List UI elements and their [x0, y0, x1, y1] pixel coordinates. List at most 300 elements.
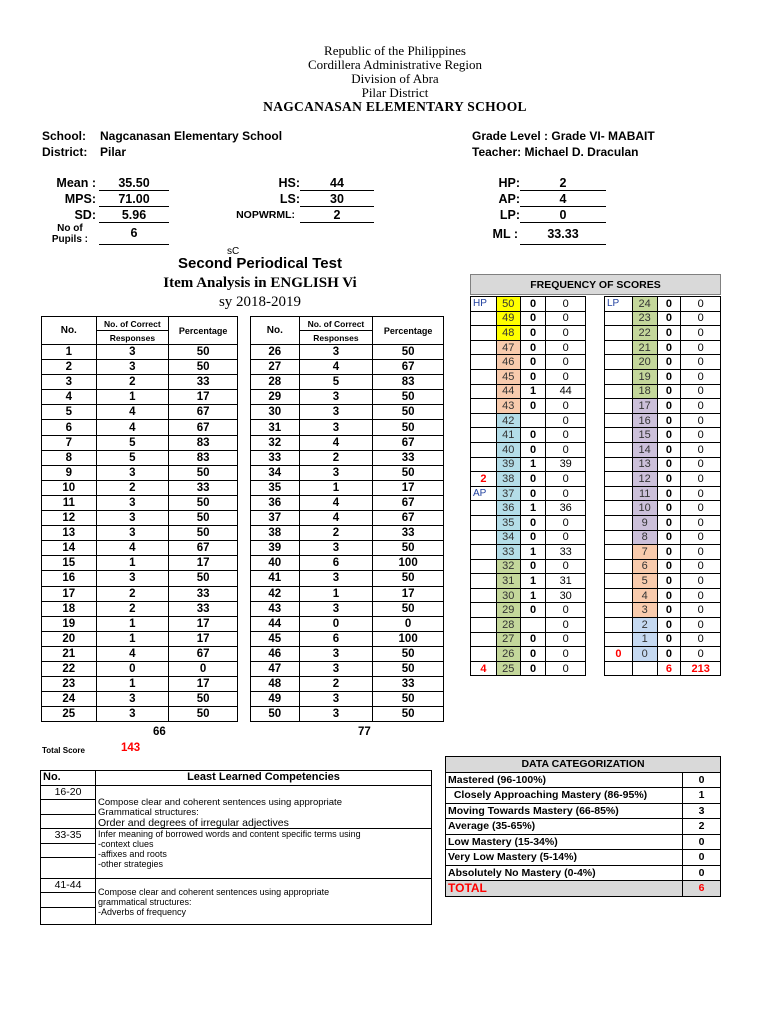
frequency-row: [471, 413, 586, 428]
level-tag: [471, 632, 497, 647]
competency-line: grammatical structures:: [98, 896, 192, 907]
hp-label: HP:: [498, 176, 520, 190]
percentage: 17: [169, 677, 238, 692]
item-number: 33: [251, 450, 300, 465]
sd-label: SD:: [74, 208, 96, 222]
level-tag: [471, 457, 497, 472]
correct-responses: 6: [299, 631, 373, 646]
frequency-row: [471, 399, 586, 414]
table-row: [251, 495, 444, 510]
frequency-row: [605, 515, 721, 530]
correct-responses: 5: [96, 435, 169, 450]
percentage: 17: [169, 616, 238, 631]
category-label: Average (35-65%): [446, 819, 683, 835]
percentage: 50: [373, 390, 444, 405]
table-row: [42, 390, 238, 405]
category-row: [446, 803, 721, 819]
score: 44: [496, 384, 520, 399]
level-tag: [605, 457, 633, 472]
table-row: [42, 480, 238, 495]
table-row: [42, 677, 238, 692]
document-header: [0, 44, 768, 114]
frequency: 1: [520, 574, 546, 589]
level-tag: [605, 618, 633, 633]
item-analysis-table-right: [250, 316, 444, 722]
school-value: Nagcanasan Elementary School: [100, 129, 283, 143]
score: 1: [632, 632, 657, 647]
score: 6: [632, 559, 657, 574]
frequency-row: [605, 545, 721, 560]
col-percentage: Percentage: [373, 317, 444, 345]
percentage: 17: [373, 586, 444, 601]
item-number: 43: [251, 601, 300, 616]
percentage: 50: [169, 571, 238, 586]
table-row: [42, 465, 238, 480]
table-row: [251, 631, 444, 646]
level-tag: [471, 501, 497, 516]
competency-item-range: [41, 893, 96, 907]
item-number: 19: [42, 616, 97, 631]
correct-responses: 3: [299, 692, 373, 707]
table-row: [42, 435, 238, 450]
correct-responses: 3: [299, 405, 373, 420]
pupils-label: No of Pupils :: [51, 223, 88, 245]
item-number: 35: [251, 480, 300, 495]
col-correct: No. of Correct: [299, 317, 373, 331]
item-number: 37: [251, 511, 300, 526]
ml-label: ML :: [492, 227, 518, 241]
correct-responses: 0: [96, 661, 169, 676]
total-score-value: 143: [121, 742, 141, 754]
frequency-row: [471, 297, 586, 312]
lp-label: LP:: [499, 208, 520, 222]
score-times-frequency: 0: [681, 647, 721, 662]
correct-responses: 1: [299, 480, 373, 495]
score: 35: [496, 515, 520, 530]
frequency-row: [605, 632, 721, 647]
item-number: 44: [251, 616, 300, 631]
category-row: [446, 788, 721, 804]
district-label: District:: [42, 145, 88, 159]
table-row: [42, 616, 238, 631]
table-row: [42, 601, 238, 616]
correct-responses: 3: [96, 511, 169, 526]
item-number: 29: [251, 390, 300, 405]
percentage: 33: [169, 601, 238, 616]
competency-description: [96, 829, 432, 879]
frequency-row: [605, 384, 721, 399]
item-number: 7: [42, 435, 97, 450]
frequency-row: [605, 472, 721, 487]
categorization-title: DATA CATEGORIZATION: [446, 757, 721, 773]
level-tag: [605, 355, 633, 370]
frequency-row: [605, 618, 721, 633]
score-times-frequency: 0: [546, 530, 586, 545]
percentage: 50: [373, 465, 444, 480]
correct-responses: 3: [299, 661, 373, 676]
item-number: 20: [42, 631, 97, 646]
score: 21: [632, 340, 657, 355]
frequency: 0: [657, 413, 681, 428]
score: 0: [632, 647, 657, 662]
frequency-row: [471, 647, 586, 662]
score-times-frequency: 0: [681, 559, 721, 574]
col-no: No.: [42, 317, 97, 345]
district-value: Pilar: [100, 145, 127, 159]
frequency-row: [605, 340, 721, 355]
correct-responses: 5: [299, 375, 373, 390]
category-count: 0: [683, 865, 721, 881]
correct-responses: 2: [299, 526, 373, 541]
percentage: 0: [169, 661, 238, 676]
table-row: [251, 450, 444, 465]
percentage: 50: [169, 707, 238, 722]
frequency-row: [471, 530, 586, 545]
table-row: [251, 375, 444, 390]
level-tag: [605, 326, 633, 341]
percentage: 50: [169, 495, 238, 510]
percentage: 50: [169, 511, 238, 526]
level-tag: [605, 515, 633, 530]
score: 18: [632, 384, 657, 399]
frequency: 0: [520, 355, 546, 370]
frequency-table-right: [604, 296, 721, 676]
score-times-frequency: 0: [546, 647, 586, 662]
level-tag: [471, 603, 497, 618]
table-row: [42, 646, 238, 661]
frequency: 0: [657, 588, 681, 603]
frequency: 0: [657, 545, 681, 560]
item-number: 27: [251, 360, 300, 375]
item-number: 32: [251, 435, 300, 450]
frequency: 1: [520, 501, 546, 516]
competency-line: Compose clear and coherent sentences using appropriate: [98, 886, 330, 897]
frequency-row: [471, 632, 586, 647]
score-times-frequency: 44: [546, 384, 586, 399]
frequency-row: [471, 311, 586, 326]
score-times-frequency: 0: [546, 428, 586, 443]
frequency-row: [471, 559, 586, 574]
table-row: [251, 692, 444, 707]
category-label: Closely Approaching Mastery (86-95%): [446, 788, 683, 804]
frequency: 0: [520, 515, 546, 530]
score: 31: [496, 574, 520, 589]
percentage: 50: [169, 465, 238, 480]
level-tag: [471, 442, 497, 457]
category-row: [446, 865, 721, 881]
score-times-frequency: 0: [681, 369, 721, 384]
score-times-frequency: 0: [681, 326, 721, 341]
level-tag: 0: [605, 647, 633, 662]
percentage: 67: [169, 646, 238, 661]
category-count: 0: [683, 772, 721, 788]
level-tag: [605, 501, 633, 516]
level-tag: [471, 384, 497, 399]
percentage: 67: [169, 420, 238, 435]
percentage: 0: [373, 616, 444, 631]
score-times-frequency: 0: [546, 603, 586, 618]
item-number: 39: [251, 541, 300, 556]
score-times-frequency: 0: [681, 457, 721, 472]
score-times-frequency: 0: [681, 355, 721, 370]
level-tag: [605, 428, 633, 443]
mean-label: Mean :: [56, 176, 96, 190]
correct-responses: 3: [96, 707, 169, 722]
item-number: 22: [42, 661, 97, 676]
score-times-frequency: 0: [681, 574, 721, 589]
score-times-frequency: 0: [546, 559, 586, 574]
frequency-row: [605, 369, 721, 384]
col-responses: Responses: [299, 331, 373, 345]
score: 47: [496, 340, 520, 355]
score: 32: [496, 559, 520, 574]
school-year: sy 2018-2019: [218, 294, 302, 310]
level-tag: [605, 574, 633, 589]
score-times-frequency: 0: [681, 603, 721, 618]
frequency-row: [471, 618, 586, 633]
percentage: 67: [373, 435, 444, 450]
score: 11: [632, 486, 657, 501]
total-score-label: Total Score: [42, 746, 85, 755]
correct-responses: 3: [96, 571, 169, 586]
frequency-row: [605, 311, 721, 326]
frequency-row: [471, 457, 586, 472]
level-tag: [605, 442, 633, 457]
correct-responses: 3: [299, 390, 373, 405]
score: 13: [632, 457, 657, 472]
percentage: 33: [373, 450, 444, 465]
level-tag: [471, 574, 497, 589]
frequency: 0: [520, 632, 546, 647]
frequency: 0: [657, 384, 681, 399]
frequency-row: [605, 603, 721, 618]
level-tag: [605, 311, 633, 326]
score: 10: [632, 501, 657, 516]
mps-label: MPS:: [64, 192, 96, 206]
frequency: 0: [657, 442, 681, 457]
frequency-table-left: [470, 296, 586, 676]
frequency-row: [471, 355, 586, 370]
item-number: 2: [42, 360, 97, 375]
correct-responses: 4: [96, 405, 169, 420]
table-row: [251, 707, 444, 722]
score: 29: [496, 603, 520, 618]
competency-item-range: 16-20: [41, 786, 96, 800]
frequency-row: [471, 603, 586, 618]
frequency: 0: [657, 457, 681, 472]
frequency: 0: [657, 618, 681, 633]
frequency: [520, 413, 546, 428]
district-info: [42, 145, 126, 159]
category-label: Mastered (96-100%): [446, 772, 683, 788]
competency-description: [96, 878, 432, 924]
level-tag: [605, 413, 633, 428]
competency-item-range: [41, 843, 96, 857]
correct-responses: 4: [299, 435, 373, 450]
score: 7: [632, 545, 657, 560]
frequency-row: [471, 574, 586, 589]
score-times-frequency: 0: [546, 340, 586, 355]
score-times-frequency: 0: [546, 472, 586, 487]
percentage: 67: [373, 495, 444, 510]
competency-item-range: [41, 814, 96, 828]
correct-responses: 2: [96, 480, 169, 495]
score-times-frequency: 0: [681, 442, 721, 457]
correct-responses: 4: [299, 495, 373, 510]
competency-line: -context clues: [98, 839, 154, 850]
frequency-row: [471, 326, 586, 341]
category-total-row: [446, 881, 721, 897]
percentage: 50: [373, 420, 444, 435]
school-info: [42, 129, 282, 143]
frequency: 0: [657, 603, 681, 618]
score-times-frequency: 0: [681, 515, 721, 530]
correct-responses: 2: [96, 375, 169, 390]
correct-responses: 0: [299, 616, 373, 631]
competency-item-range: [41, 907, 96, 924]
item-number: 9: [42, 465, 97, 480]
score-times-frequency: 0: [546, 311, 586, 326]
category-row: [446, 834, 721, 850]
table-row: [251, 345, 444, 360]
competency-line: Infer meaning of borrowed words and content specific terms using: [98, 829, 361, 840]
correct-responses: 1: [96, 631, 169, 646]
table-row: [251, 511, 444, 526]
item-number: 21: [42, 646, 97, 661]
percentage: 33: [373, 677, 444, 692]
frequency: 0: [657, 501, 681, 516]
level-tag: [605, 384, 633, 399]
table-row: [251, 646, 444, 661]
level-tag: LP: [605, 297, 633, 312]
item-number: 38: [251, 526, 300, 541]
frequency: 0: [520, 647, 546, 662]
score-times-frequency: 0: [546, 632, 586, 647]
percentage: 83: [169, 450, 238, 465]
percentage: 50: [373, 541, 444, 556]
frequency: 0: [520, 326, 546, 341]
item-number: 26: [251, 345, 300, 360]
level-tag: [471, 355, 497, 370]
item-analysis-table-left: [41, 316, 238, 722]
competency-item-range: [41, 857, 96, 878]
level-tag: [471, 588, 497, 603]
table-row: [42, 586, 238, 601]
competency-description: [96, 786, 432, 829]
correct-responses: 1: [96, 556, 169, 571]
item-number: 14: [42, 541, 97, 556]
item-number: 46: [251, 646, 300, 661]
table-row: [251, 571, 444, 586]
competency-row: [41, 878, 432, 892]
score: 17: [632, 399, 657, 414]
item-number: 8: [42, 450, 97, 465]
table-row: [42, 707, 238, 722]
frequency: 0: [520, 297, 546, 312]
table-row: [42, 450, 238, 465]
table-row: [251, 465, 444, 480]
level-tag: [471, 428, 497, 443]
score: 36: [496, 501, 520, 516]
level-tag: [605, 661, 633, 676]
table-row: [251, 556, 444, 571]
frequency: 1: [520, 384, 546, 399]
table-row: [251, 390, 444, 405]
level-tag: [471, 545, 497, 560]
level-tag: [471, 340, 497, 355]
item-number: 34: [251, 465, 300, 480]
score-times-frequency: 36: [546, 501, 586, 516]
score-times-frequency: 0: [546, 297, 586, 312]
score-times-frequency: 0: [681, 545, 721, 560]
competency-row: [41, 786, 432, 800]
table-row: [42, 360, 238, 375]
category-label: Absolutely No Mastery (0-4%): [446, 865, 683, 881]
frequency-row: [605, 530, 721, 545]
correct-responses: 2: [96, 586, 169, 601]
grade-level: Grade Level : Grade VI- MABAIT: [472, 129, 655, 143]
percentage: 50: [373, 661, 444, 676]
frequency-row: [605, 559, 721, 574]
correct-responses: 3: [96, 526, 169, 541]
frequency: 0: [657, 369, 681, 384]
score: 49: [496, 311, 520, 326]
level-tag: [471, 559, 497, 574]
frequency: 0: [520, 472, 546, 487]
score: 19: [632, 369, 657, 384]
frequency-row: [471, 472, 586, 487]
percentage: 50: [373, 601, 444, 616]
item-number: 4: [42, 390, 97, 405]
score-times-frequency: 0: [681, 413, 721, 428]
level-tag: [471, 530, 497, 545]
item-number: 48: [251, 677, 300, 692]
item-number: 13: [42, 526, 97, 541]
frequency-row: [471, 588, 586, 603]
correct-responses: 4: [96, 541, 169, 556]
level-tag: [605, 399, 633, 414]
score: 46: [496, 355, 520, 370]
table-row: [251, 586, 444, 601]
frequency-row: [471, 384, 586, 399]
item-number: 15: [42, 556, 97, 571]
competency-line: -Adverbs of frequency: [98, 906, 187, 917]
score: 5: [632, 574, 657, 589]
frequency: 0: [657, 530, 681, 545]
table-row: [251, 661, 444, 676]
frequency-row: [471, 545, 586, 560]
data-categorization-table: [445, 756, 721, 897]
frequency-row: [471, 340, 586, 355]
frequency-row: [605, 326, 721, 341]
frequency: 0: [657, 340, 681, 355]
table-row: [42, 495, 238, 510]
score-times-frequency: 0: [681, 472, 721, 487]
level-tag: [471, 311, 497, 326]
frequency: 0: [657, 647, 681, 662]
score-times-frequency: 0: [546, 486, 586, 501]
frequency: 0: [520, 311, 546, 326]
competency-item-range: [41, 800, 96, 814]
comp-header-title: Least Learned Competencies: [96, 771, 432, 786]
item-number: 49: [251, 692, 300, 707]
score: 45: [496, 369, 520, 384]
school-label: School:: [42, 129, 86, 143]
competency-line: Order and degrees of irregular adjectives: [98, 817, 289, 829]
percentage: 67: [169, 405, 238, 420]
frequency-row: [471, 515, 586, 530]
table-row: [42, 541, 238, 556]
